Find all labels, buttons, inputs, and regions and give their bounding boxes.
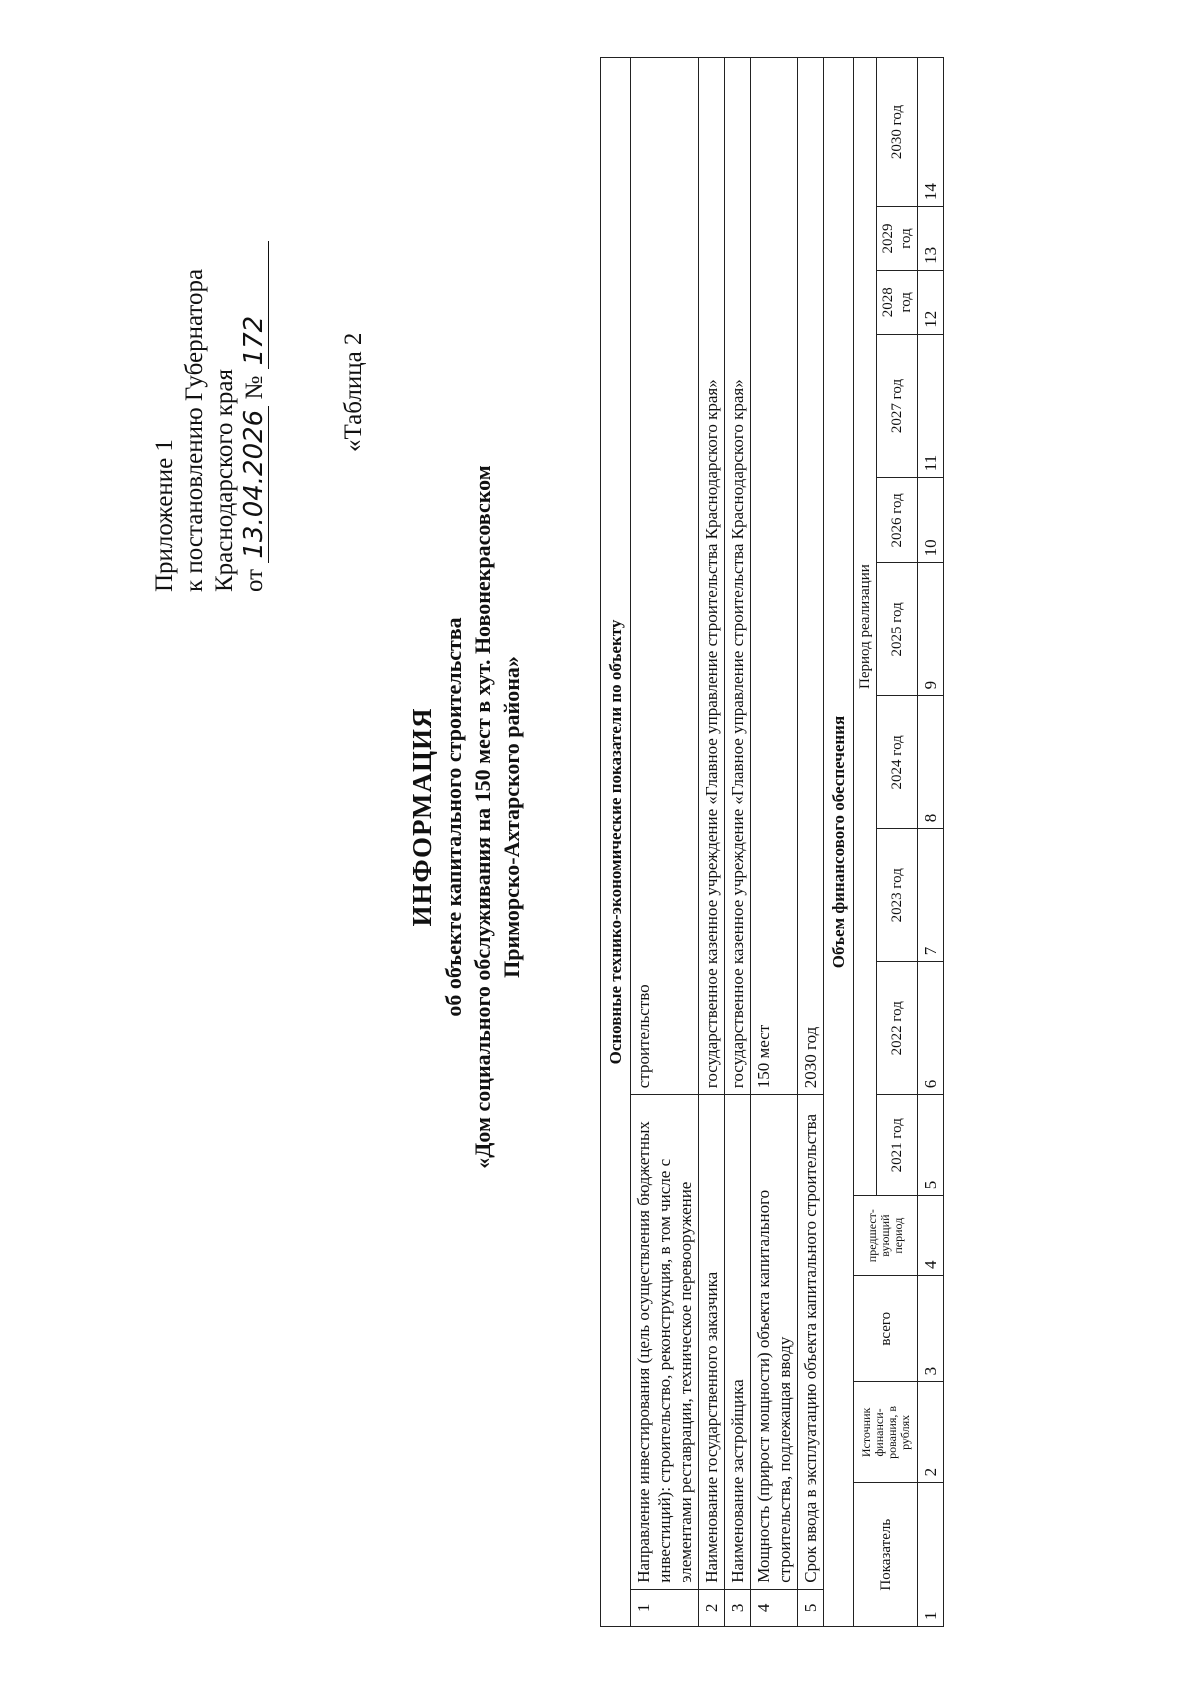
section1-title: Основные технико-экономические показатели по объекту: [601, 58, 631, 1627]
object-info-table: [600, 57, 944, 1627]
col-year: 2025 год: [877, 563, 918, 696]
row-number: 2: [699, 1589, 725, 1626]
table-row: [798, 58, 824, 1627]
col-year: 2021 год: [877, 1095, 918, 1196]
from-prefix: от: [241, 568, 268, 592]
title-line3: «Дом социального обслуживания на 150 мест в хут. Новонекрасовском: [470, 465, 495, 1169]
col-total: всего: [854, 1276, 918, 1382]
index-cell: 11: [918, 334, 944, 478]
number-prefix: №: [241, 375, 268, 400]
table-row: [699, 58, 725, 1627]
table-row: [751, 58, 798, 1627]
row-number: 1: [631, 1589, 699, 1626]
header-line1: Приложение 1: [151, 439, 178, 592]
index-cell: 14: [918, 58, 944, 207]
index-row: [918, 58, 944, 1627]
table-label: «Таблица 2: [340, 332, 367, 452]
col-source: Источник финанси-рования, в рублях: [854, 1382, 918, 1483]
col-year: 2022 год: [877, 962, 918, 1095]
handwritten-date: 13.04.2026: [240, 406, 269, 563]
document-title: [405, 317, 526, 1317]
row-number: 3: [725, 1589, 751, 1626]
index-cell: 8: [918, 696, 944, 829]
header-line2: к постановлению Губернатора: [181, 268, 208, 592]
index-cell: 2: [918, 1382, 944, 1483]
col-year: 2024 год: [877, 696, 918, 829]
row-label: Срок ввода в эксплуатацию объекта капитального строительства: [798, 1095, 824, 1590]
row-label: Наименование государственного заказчика: [699, 1095, 725, 1590]
col-period: Период реализации: [854, 58, 877, 1196]
row-number: 5: [798, 1589, 824, 1626]
title-line4: Приморско-Ахтарского района»: [499, 656, 524, 978]
index-cell: 1: [918, 1483, 944, 1627]
row-value: государственное казенное учреждение «Главное управление строительства Краснодарского края»: [725, 58, 751, 1095]
col-indicator: Показатель: [854, 1483, 918, 1627]
finance-header-row: [854, 58, 877, 1627]
row-number: 4: [751, 1589, 798, 1626]
handwritten-number: 172: [240, 241, 269, 369]
row-label: Мощность (прирост мощности) объекта капитального строительства, подлежащая вводу: [751, 1095, 798, 1590]
index-cell: 3: [918, 1276, 944, 1382]
col-year: 2028 год: [877, 270, 918, 334]
col-prior-period: предшест-вующий период: [854, 1196, 918, 1276]
index-cell: 10: [918, 478, 944, 563]
col-year: 2027 год: [877, 334, 918, 478]
row-label: Наименование застройщика: [725, 1095, 751, 1590]
row-value: 150 мест: [751, 58, 798, 1095]
index-cell: 5: [918, 1095, 944, 1196]
index-cell: 12: [918, 270, 944, 334]
col-year: 2029 год: [877, 207, 918, 271]
header-date-line: [240, 72, 270, 592]
row-label: Направление инвестирования (цель осуществления бюджетных инвестиций): строительство, реконструкция, в том числе с элементами реставрации, техническое перевооружение: [631, 1095, 699, 1590]
col-year: 2026 год: [877, 478, 918, 563]
index-cell: 4: [918, 1196, 944, 1276]
index-cell: 6: [918, 962, 944, 1095]
table-row: [725, 58, 751, 1627]
index-cell: 7: [918, 829, 944, 962]
row-value: 2030 год: [798, 58, 824, 1095]
index-cell: 9: [918, 563, 944, 696]
row-value: строительство: [631, 58, 699, 1095]
col-year: 2030 год: [877, 58, 918, 207]
table-row: [631, 58, 699, 1627]
header-line3: Краснодарского края: [211, 369, 238, 592]
section2-title: Объем финансового обеспечения: [824, 58, 854, 1627]
title-main: ИНФОРМАЦИЯ: [407, 707, 437, 927]
approval-header: [150, 72, 270, 592]
index-cell: 13: [918, 207, 944, 271]
col-year: 2023 год: [877, 829, 918, 962]
title-line2: об объекте капитального строительства: [441, 617, 466, 1017]
row-value: государственное казенное учреждение «Главное управление строительства Краснодарского края»: [699, 58, 725, 1095]
